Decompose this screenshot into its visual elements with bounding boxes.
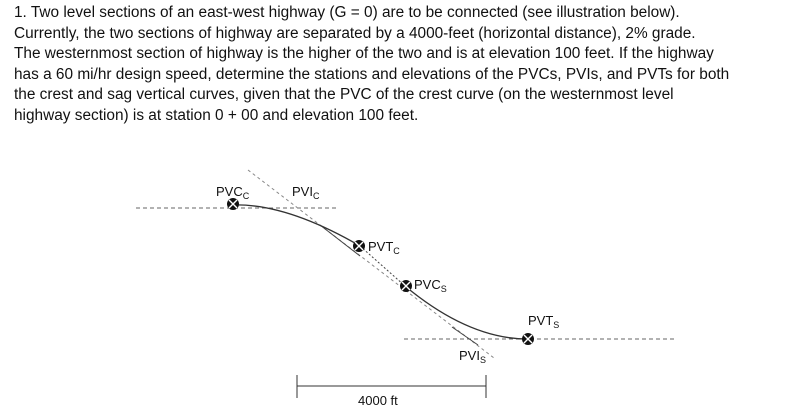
crest-tangent-solid <box>320 225 360 256</box>
sag-tangent-solid <box>452 327 478 345</box>
label-pvi-sag: $PVI_S$ <box>459 348 486 365</box>
pvt-sag-point <box>522 333 534 345</box>
sag-vertical-curve <box>405 286 530 339</box>
pvt-crest-point <box>353 240 365 252</box>
pvc-crest-point <box>227 198 239 210</box>
problem-line-1: 1. Two level sections of an east-west highway (G = 0) are to be connected (see illustration below). <box>14 4 680 21</box>
pvc-sag-point <box>400 280 412 292</box>
label-pvc-crest: $PVC_C$ <box>216 184 250 201</box>
label-pvt-sag: $PVT_S$ <box>528 313 560 330</box>
problem-line-4: has a 60 mi/hr design speed, determine the stations and elevations of the PVCs, PVIs, and PVTs for both <box>14 65 730 83</box>
tangent-grade-line <box>248 170 494 358</box>
label-pvt-crest: $PVT_C$ <box>368 239 400 256</box>
dimension-label: 4000 ft <box>358 393 398 408</box>
problem-line-3: The westernmost section of highway is the higher of the two and is at elevation 100 feet. If the highway <box>14 45 714 63</box>
problem-line-6: highway section) is at station 0 + 00 and elevation 100 feet. <box>14 106 419 124</box>
problem-line-5: the crest and sag vertical curves, given that the PVC of the crest curve (on the westernmost level <box>14 86 674 104</box>
label-pvc-sag: $PVC_S$ <box>414 277 447 294</box>
label-pvi-crest: $PVI_C$ <box>292 184 320 201</box>
crest-vertical-curve <box>232 205 360 246</box>
problem-line-2: Currently, the two sections of highway are separated by a 4000-feet (horizontal distance), 2% grade. <box>14 24 696 42</box>
